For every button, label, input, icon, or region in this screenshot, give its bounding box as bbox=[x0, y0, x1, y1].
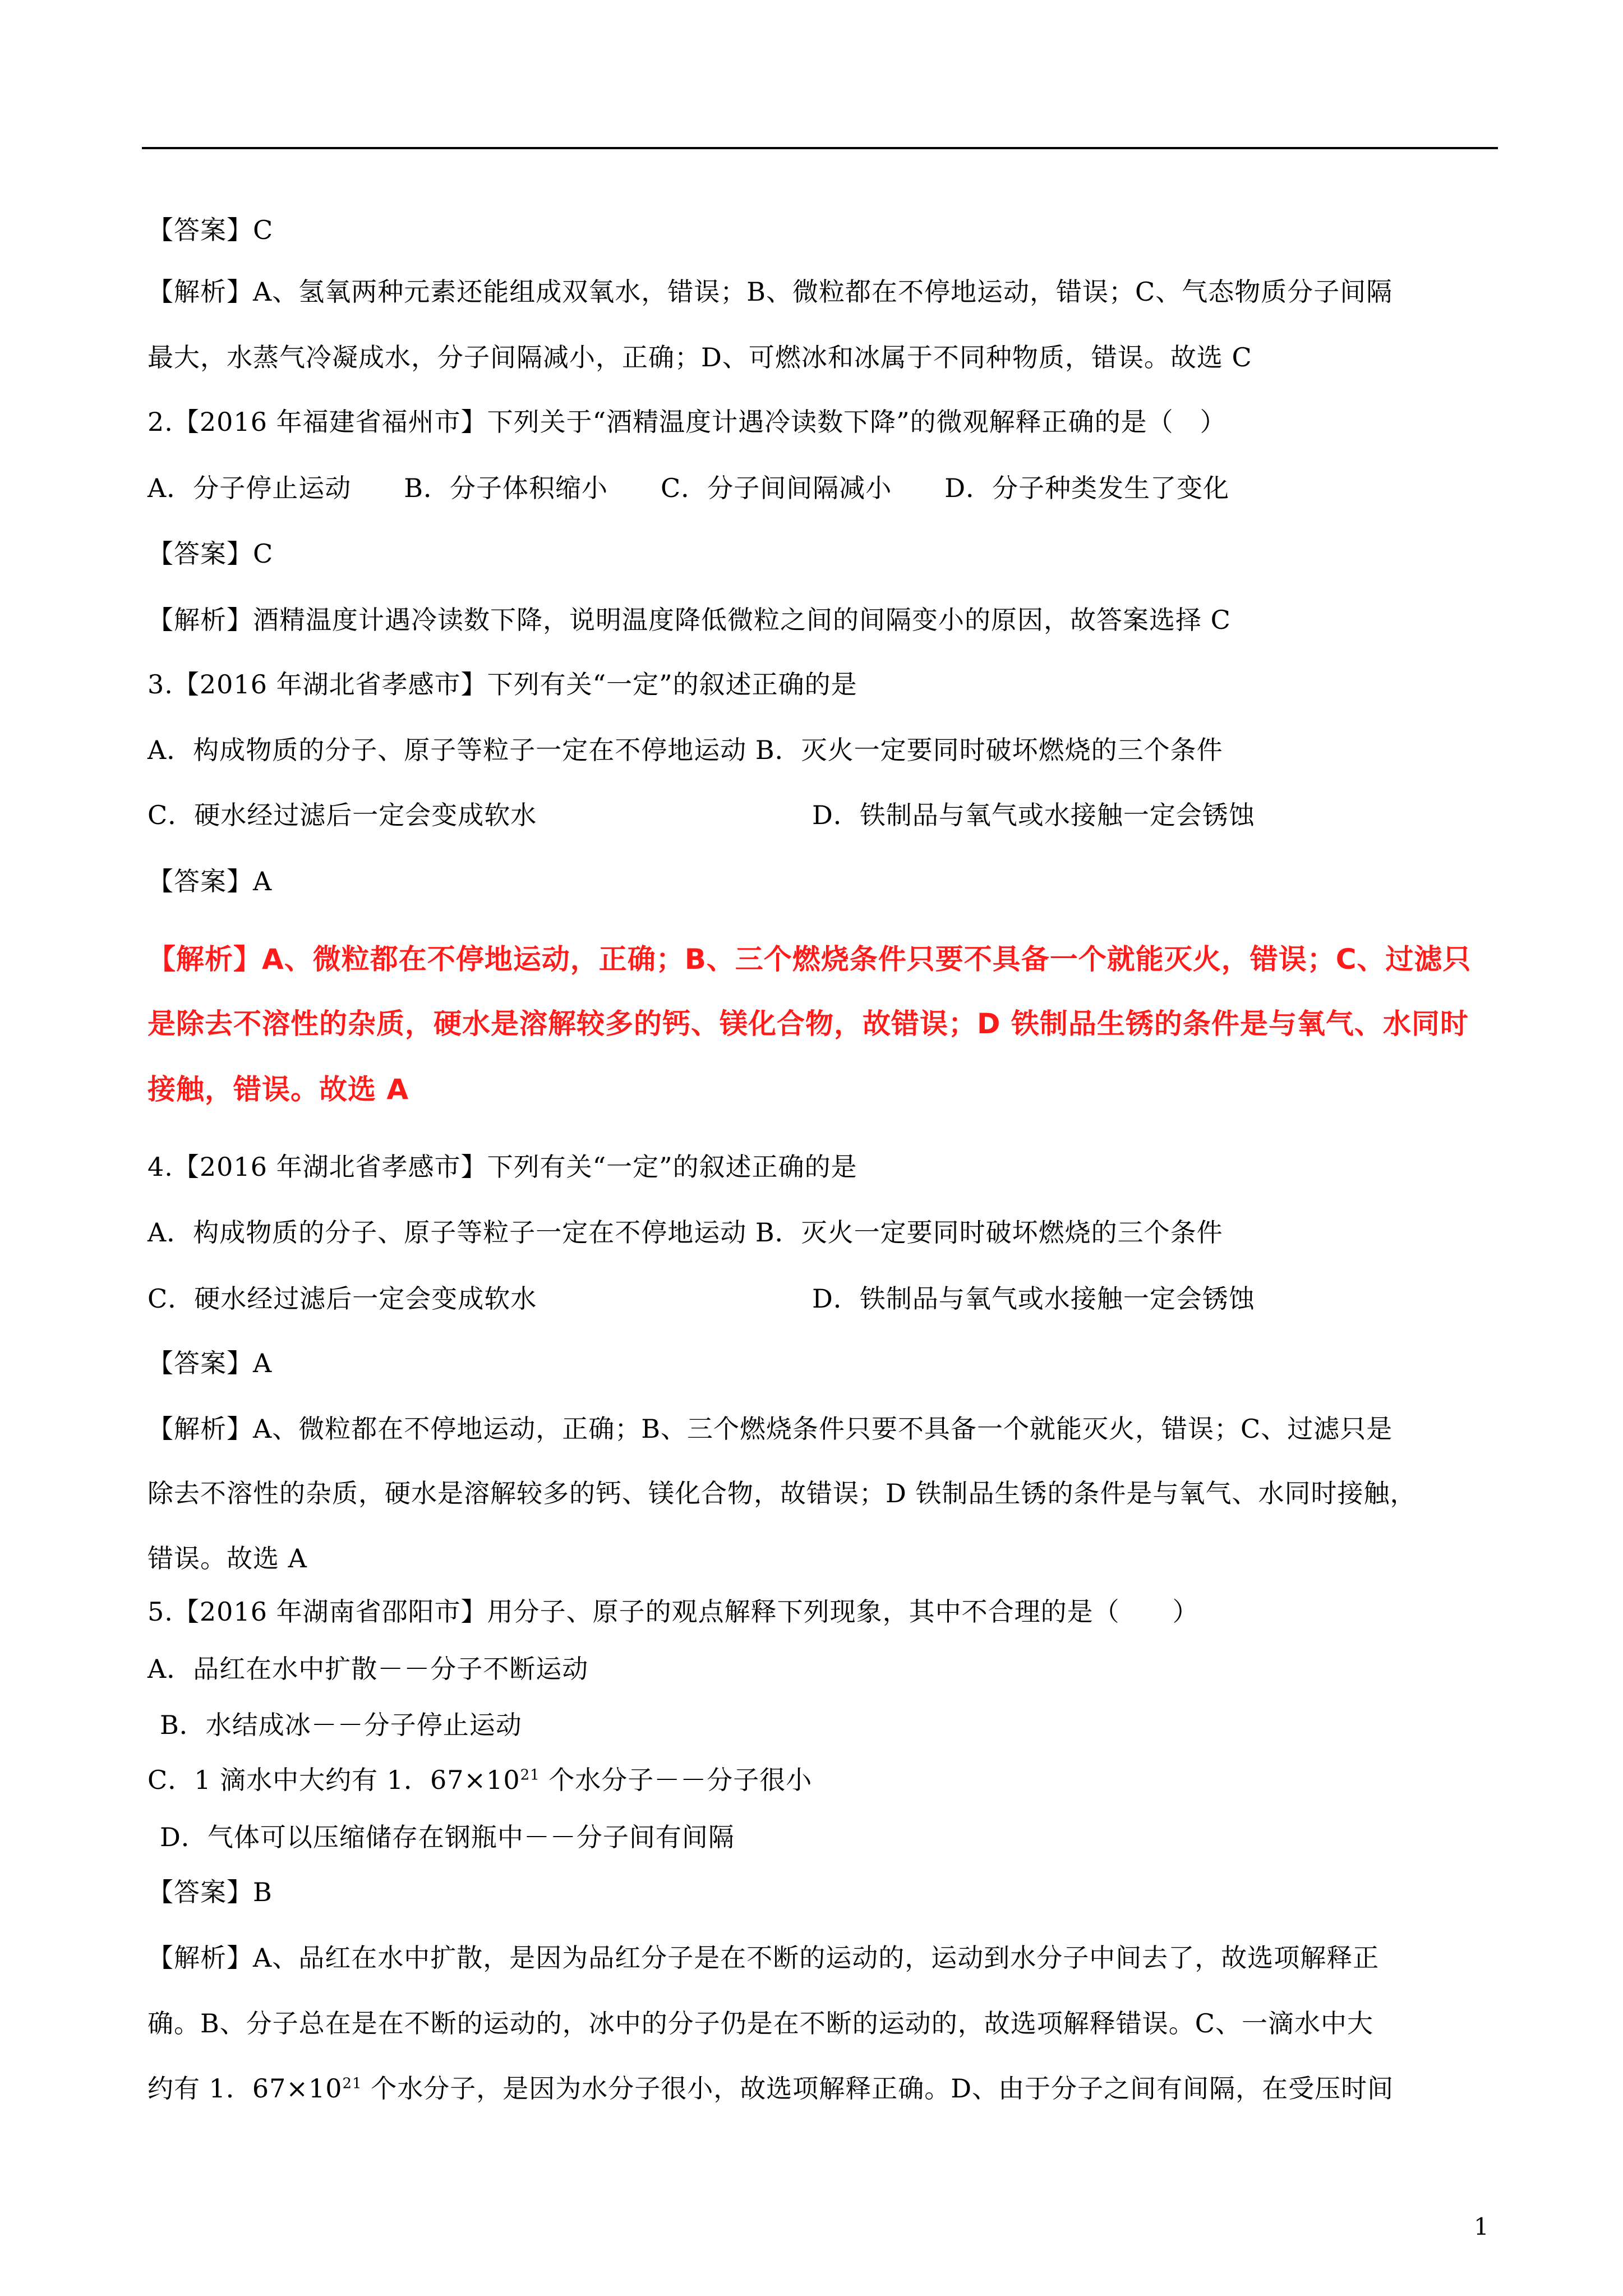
analysis-3-line-2: 是除去不溶性的杂质，硬水是溶解较多的钙、镁化合物，故错误；D 铁制品生锈的条件是与氧气、水同时 bbox=[147, 1007, 1469, 1040]
question-3-option-c: C．硬水经过滤后一定会变成软水 bbox=[147, 800, 537, 830]
answer-2: 【答案】C bbox=[147, 539, 274, 569]
analysis-5-line-1: 【解析】A、品红在水中扩散，是因为品红分子是在不断的运动的，运动到水分子中间去了，故选项解释正 bbox=[147, 1943, 1380, 1973]
question-5-option-b: B．水结成冰－－分子停止运动 bbox=[160, 1710, 522, 1740]
question-3-option-d: D．铁制品与氧气或水接触一定会锈蚀 bbox=[812, 800, 1255, 830]
analysis-2: 【解析】酒精温度计遇冷读数下降，说明温度降低微粒之间的间隔变小的原因，故答案选择 C bbox=[147, 605, 1231, 635]
question-4-options-ab: A．构成物质的分子、原子等粒子一定在不停地运动 B．灭火一定要同时破坏燃烧的三个条件 bbox=[147, 1217, 1223, 1248]
analysis-5-line-2: 确。B、分子总在是在不断的运动的，冰中的分子仍是在不断的运动的，故选项解释错误。C、一滴水中大 bbox=[147, 2008, 1373, 2039]
question-4-option-d: D．铁制品与氧气或水接触一定会锈蚀 bbox=[812, 1283, 1255, 1314]
question-5-option-c: C．1 滴水中大约有 1．$67\times 10^{21}$ 个水分子－－分子很小 bbox=[147, 1765, 813, 1795]
answer-1: 【答案】C bbox=[147, 215, 274, 245]
analysis-4-line-2: 除去不溶性的杂质，硬水是溶解较多的钙、镁化合物，故错误；D 铁制品生锈的条件是与氧气、水同时接触， bbox=[147, 1478, 1417, 1508]
analysis-5-line-3: 约有 1．$67\times 10^{21}$ 个水分子，是因为水分子很小，故选项解释正确。D、由于分子之间有间隔，在受压时间 bbox=[147, 2073, 1394, 2104]
analysis-3-line-3: 接触，错误。故选 A bbox=[147, 1073, 409, 1106]
page-number: 1 bbox=[1474, 2213, 1489, 2240]
exponent: 21 bbox=[520, 1766, 540, 1784]
question-2: 2.【2016 年福建省福州市】下列关于“酒精温度计遇冷读数下降”的微观解释正确的是（ ） bbox=[147, 407, 1227, 437]
exponent: 21 bbox=[342, 2075, 362, 2092]
analysis-1-line-2: 最大，水蒸气冷凝成水，分子间隔减小，正确；D、可燃冰和冰属于不同种物质，错误。故选 C bbox=[147, 342, 1252, 372]
answer-4: 【答案】A bbox=[147, 1348, 273, 1378]
question-2-options: A．分子停止运动 B．分子体积缩小 C．分子间间隔减小 D．分子种类发生了变化 bbox=[147, 473, 1230, 503]
question-3-options-ab: A．构成物质的分子、原子等粒子一定在不停地运动 B．灭火一定要同时破坏燃烧的三个条件 bbox=[147, 735, 1223, 765]
question-3: 3.【2016 年湖北省孝感市】下列有关“一定”的叙述正确的是 bbox=[147, 669, 857, 700]
answer-3: 【答案】A bbox=[147, 866, 273, 896]
question-4: 4.【2016 年湖北省孝感市】下列有关“一定”的叙述正确的是 bbox=[147, 1152, 857, 1182]
analysis-4-line-3: 错误。故选 A bbox=[147, 1543, 307, 1573]
question-4-option-c: C．硬水经过滤后一定会变成软水 bbox=[147, 1283, 537, 1314]
answer-5: 【答案】B bbox=[147, 1877, 273, 1907]
question-5: 5.【2016 年湖南省邵阳市】用分子、原子的观点解释下列现象，其中不合理的是（ ） bbox=[147, 1596, 1199, 1627]
question-5-option-d: D．气体可以压缩储存在钢瓶中－－分子间有间隔 bbox=[160, 1822, 735, 1852]
analysis-3-line-1: 【解析】A、微粒都在不停地运动，正确；B、三个燃烧条件只要不具备一个就能灭火，错误；C、过滤只 bbox=[147, 943, 1472, 976]
header-rule bbox=[142, 147, 1498, 149]
analysis-1-line-1: 【解析】A、氢氧两种元素还能组成双氧水，错误；B、微粒都在不停地运动，错误；C、气态物质分子间隔 bbox=[147, 277, 1393, 307]
analysis-4-line-1: 【解析】A、微粒都在不停地运动，正确；B、三个燃烧条件只要不具备一个就能灭火，错误；C、过滤只是 bbox=[147, 1414, 1393, 1444]
question-5-option-a: A．品红在水中扩散－－分子不断运动 bbox=[147, 1654, 589, 1684]
